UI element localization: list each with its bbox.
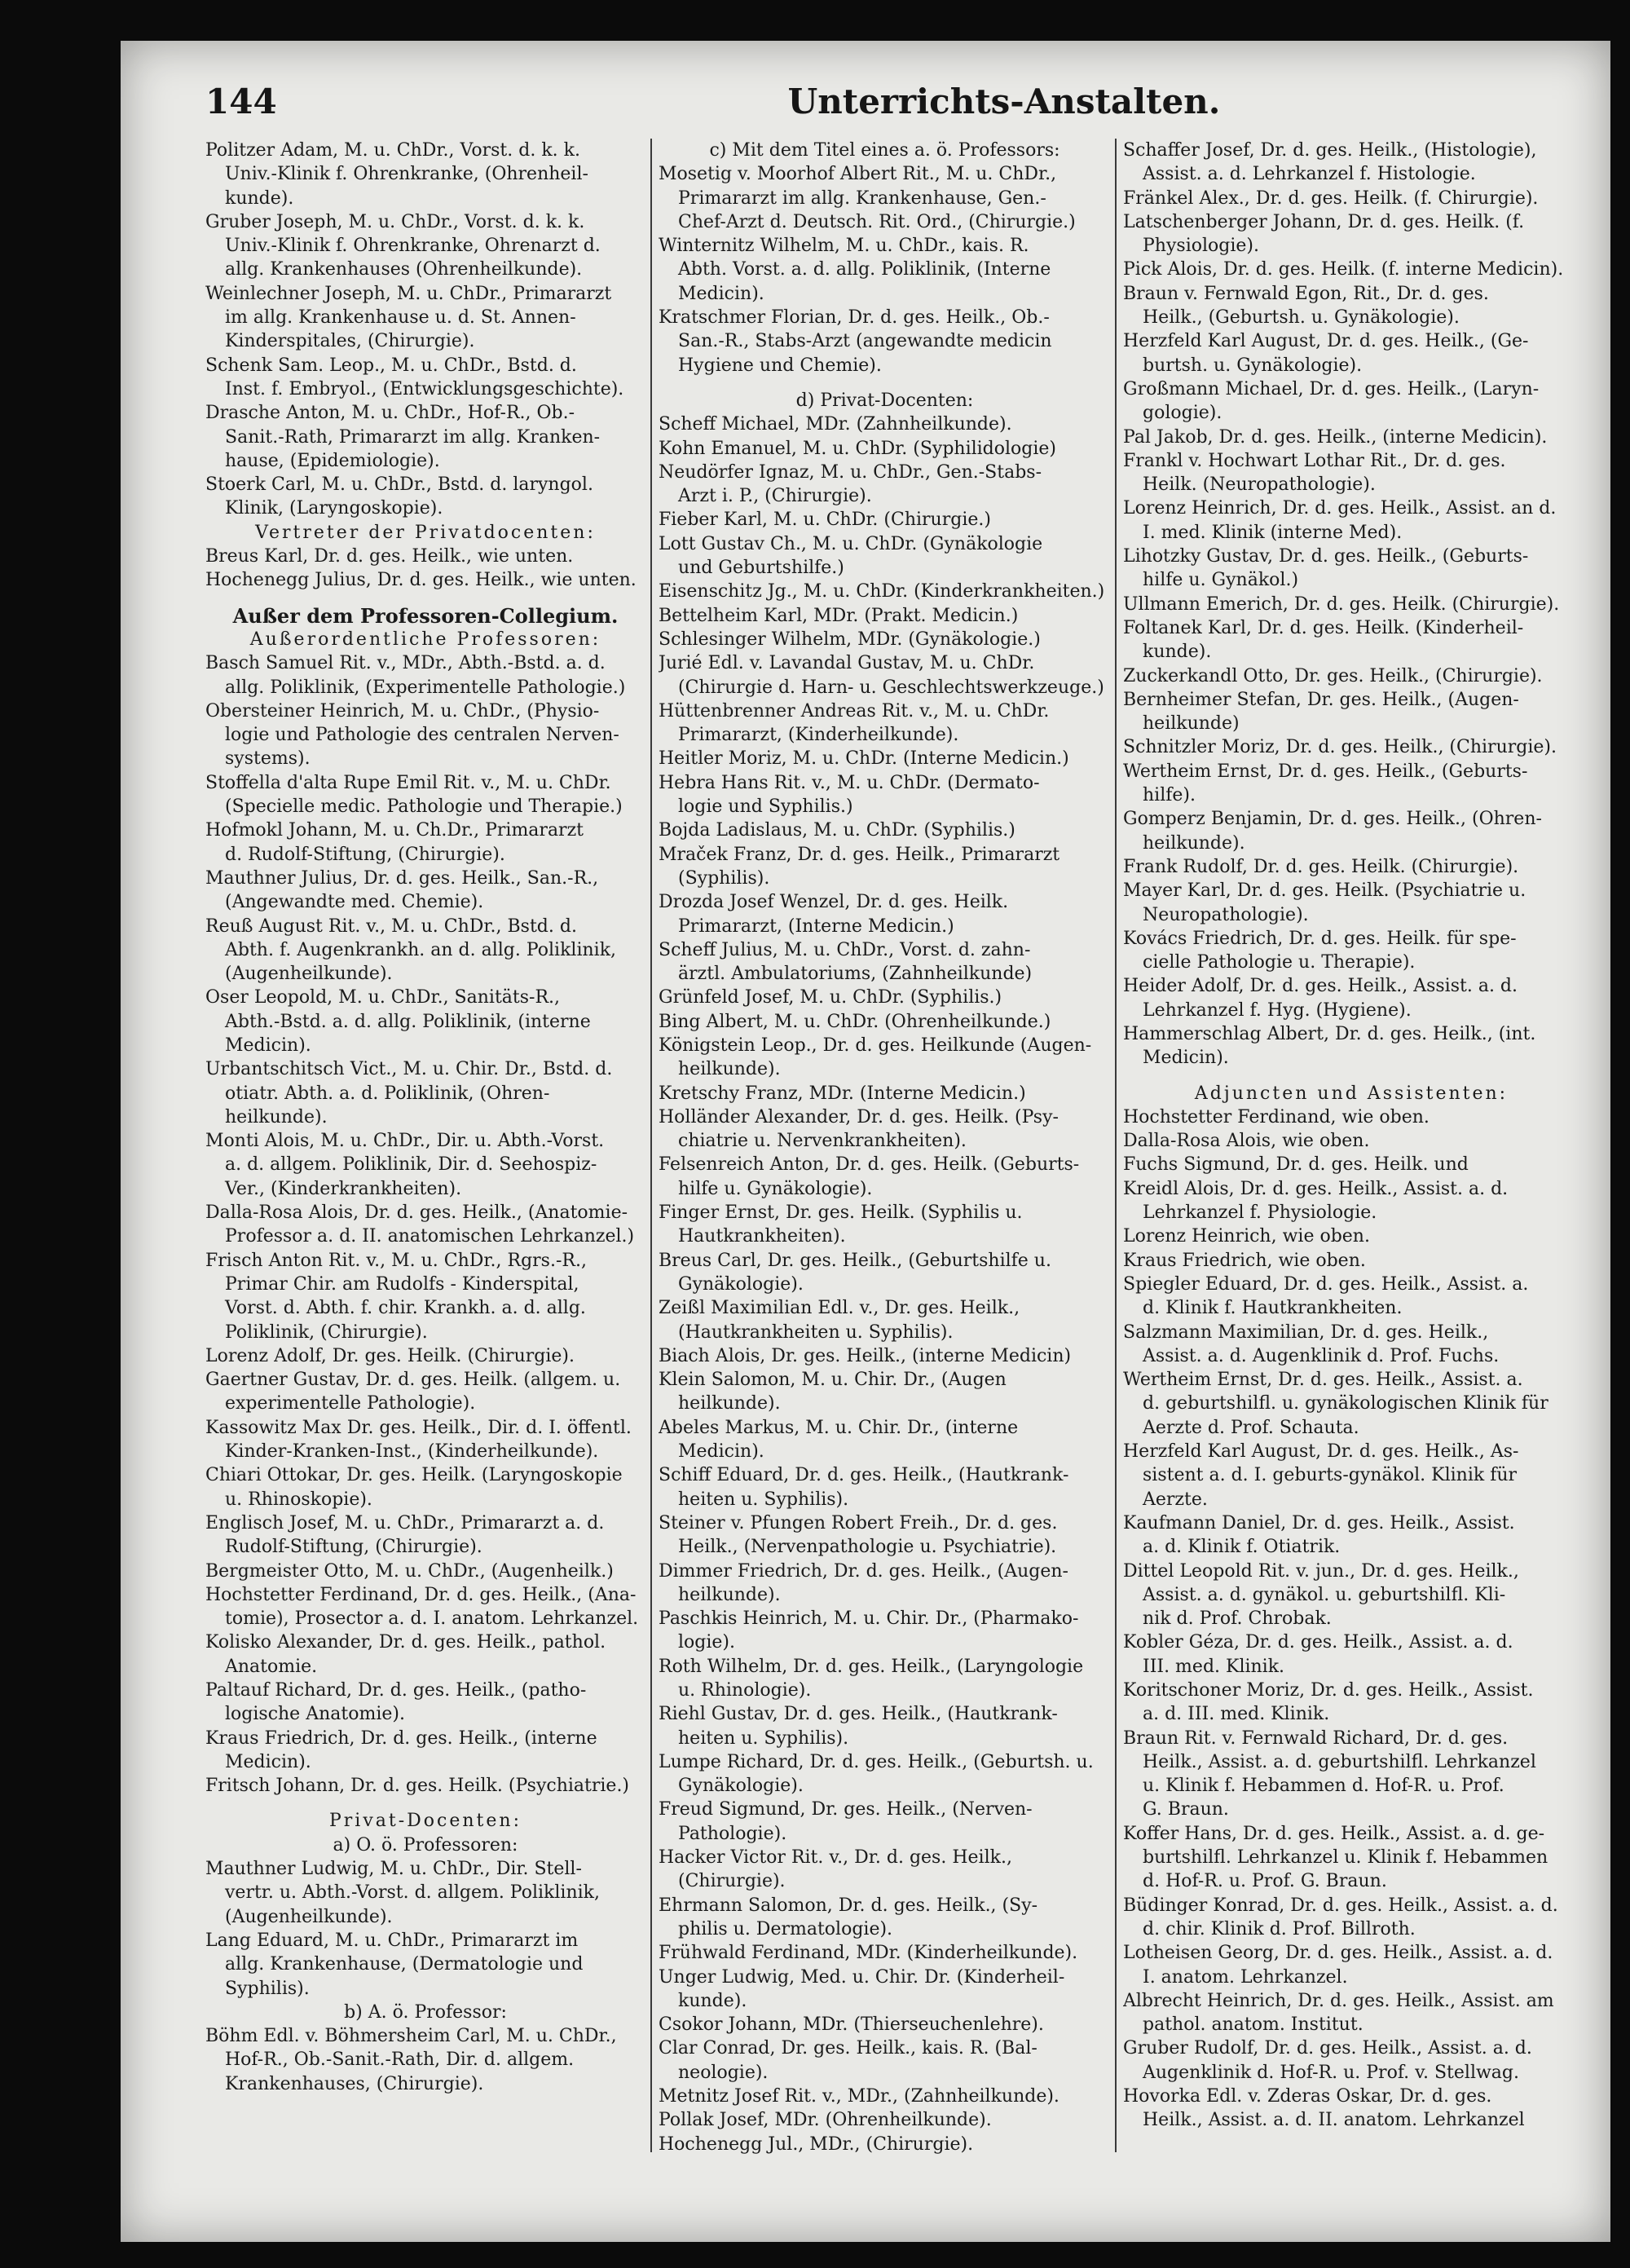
text-line: kunde). [225, 188, 294, 209]
text-line: und Geburtshilfe.) [678, 558, 844, 579]
spacer [205, 593, 645, 604]
text-line: Großmann Michael, Dr. d. ges. Heilk., (Laryn- [1123, 378, 1540, 399]
text-line: Univ.-Klinik f. Ohrenkranke, (Ohrenheil- [225, 164, 588, 185]
text-line: Arzt i. P., (Chirurgie). [678, 486, 872, 507]
text-line: (Specielle medic. Pathologie und Therapie.) [225, 796, 623, 818]
text-line: Neudörfer Ignaz, M. u. ChDr., Gen.-Stabs- [659, 461, 1042, 483]
text-line: burtsh. u. Gynäkologie). [1143, 355, 1363, 376]
text-line: Kratschmer Florian, Dr. d. ges. Heilk., Ob.- [659, 307, 1050, 329]
text-line: Hofmokl Johann, M. u. Ch.Dr., Primararzt [205, 820, 584, 841]
text-line: Medicin). [225, 1751, 311, 1772]
text-line: heilkunde). [678, 1584, 781, 1605]
text-line: Primararzt, (Kinderheilkunde). [678, 725, 959, 746]
text-line: Englisch Josef, M. u. ChDr., Primararzt a. d. [205, 1512, 605, 1533]
text-line: Scheff Michael, MDr. (Zahnheilkunde). [659, 414, 1012, 435]
text-line: Kraus Friedrich, Dr. d. ges. Heilk., (interne [205, 1727, 597, 1749]
text-line: allg. Krankenhauses (Ohrenheilkunde). [225, 259, 583, 280]
text-line: Schlesinger Wilhelm, MDr. (Gynäkologie.) [659, 629, 1041, 650]
text-line: Dimmer Friedrich, Dr. d. ges. Heilk., (Augen- [659, 1560, 1068, 1582]
text-line: u. Rhinoskopie). [225, 1489, 372, 1510]
text-line: Kassowitz Max Dr. ges. Heilk., Dir. d. I. öffentl. [205, 1417, 632, 1438]
text-line: Lehrkanzel f. Physiologie. [1143, 1202, 1377, 1224]
text-line: logie und Syphilis.) [678, 796, 853, 818]
text-line: Fritsch Johann, Dr. d. ges. Heilk. (Psychiatrie.) [205, 1776, 630, 1797]
spacer [1123, 1070, 1579, 1082]
text-line: Zuckerkandl Otto, Dr. ges. Heilk., (Chirurgie). [1123, 665, 1543, 686]
text-line: a. d. allgem. Poliklinik, Dir. d. Seehospiz- [225, 1154, 597, 1176]
text-line: Hygiene und Chemie). [678, 355, 882, 376]
text-line: Assist. a. d. Augenklinik d. Prof. Fuchs. [1143, 1345, 1500, 1366]
text-line: Bettelheim Karl, MDr. (Prakt. Medicin.) [659, 605, 1019, 626]
text-line: Gruber Joseph, M. u. ChDr., Vorst. d. k. k. [205, 211, 585, 232]
text-line: Grünfeld Josef, M. u. ChDr. (Syphilis.) [659, 987, 1002, 1008]
text-line: allg. Krankenhause, (Dermatologie und [225, 1954, 584, 1975]
text-line: Basch Samuel Rit. v., MDr., Abth.-Bstd. a. d. [205, 653, 606, 674]
text-line: Frisch Anton Rit. v., M. u. ChDr., Rgrs.-R., [205, 1250, 587, 1271]
text-line: Kolisko Alexander, Dr. d. ges. Heilk., pathol. [205, 1632, 606, 1653]
text-line: Schaffer Josef, Dr. d. ges. Heilk., (Histologie), [1123, 140, 1537, 161]
text-line: d. Rudolf-Stiftung, (Chirurgie). [225, 844, 505, 865]
text-line: Latschenberger Johann, Dr. d. ges. Heilk. (f. [1123, 211, 1525, 232]
text-line: Paltauf Richard, Dr. d. ges. Heilk., (patho- [205, 1680, 587, 1701]
text-line: Braun Rit. v. Fernwald Richard, Dr. d. ges. [1123, 1727, 1509, 1749]
text-line: allg. Poliklinik, (Experimentelle Pathologie.) [225, 677, 626, 698]
text-line: Heilk. (Neuropathologie). [1143, 474, 1376, 496]
text-line: Bojda Ladislaus, M. u. ChDr. (Syphilis.) [659, 820, 1015, 841]
text-line: Csokor Johann, MDr. (Thierseuchenlehre). [659, 2014, 1044, 2036]
text-line: Scheff Julius, M. u. ChDr., Vorst. d. zahn- [659, 939, 1031, 960]
text-line: Lumpe Richard, Dr. d. ges. Heilk., (Geburtsh. u. [659, 1751, 1094, 1772]
text-line: Bergmeister Otto, M. u. ChDr., (Augenheilk.) [205, 1560, 614, 1582]
text-line: Assist. a. d. gynäkol. u. geburtshilfl. Kli- [1143, 1584, 1506, 1605]
text-line: Physiologie). [1143, 236, 1259, 257]
text-line: Anatomie. [225, 1656, 318, 1677]
text-line: Salzmann Maximilian, Dr. d. ges. Heilk., [1123, 1322, 1489, 1343]
text-line: (Augenheilkunde). [225, 1906, 393, 1927]
text-line: Böhm Edl. v. Böhmersheim Carl, M. u. ChDr., [205, 2026, 617, 2047]
text-line: Abth.-Bstd. a. d. allg. Poliklinik, (interne [225, 1011, 591, 1032]
text-line: a. d. III. med. Klinik. [1143, 1704, 1330, 1725]
text-line: Primararzt im allg. Krankenhause, Gen.- [678, 188, 1046, 209]
text-line: Chef-Arzt d. Deutsch. Rit. Ord., (Chirurgie.) [678, 211, 1076, 232]
text-line: Heitler Moriz, M. u. ChDr. (Interne Medicin.) [659, 748, 1069, 770]
text-line: a. d. Klinik f. Otiatrik. [1143, 1537, 1341, 1558]
text-line: Schiff Eduard, Dr. d. ges. Heilk., (Hautkrank- [659, 1465, 1069, 1486]
text-line: Assist. a. d. Lehrkanzel f. Histologie. [1143, 164, 1476, 185]
text-line: Frankl v. Hochwart Lothar Rit., Dr. d. ges. [1123, 450, 1506, 471]
text-line: Unger Ludwig, Med. u. Chir. Dr. (Kinderheil- [659, 1966, 1065, 1988]
text-line: Kaufmann Daniel, Dr. d. ges. Heilk., Assist. [1123, 1512, 1515, 1533]
text-line: Kinder-Kranken-Inst., (Kinderheilkunde). [225, 1441, 599, 1463]
text-line: Roth Wilhelm, Dr. d. ges. Heilk., (Laryngologie [659, 1656, 1084, 1677]
text-line: tomie), Prosector a. d. I. anatom. Lehrkanzel. [225, 1608, 639, 1630]
text-line: Riehl Gustav, Dr. d. ges. Heilk., (Hautkrank- [659, 1704, 1058, 1725]
text-column-3 [1123, 139, 1579, 2209]
text-line: d. Klinik f. Hautkrankheiten. [1143, 1298, 1403, 1319]
text-line: Fränkel Alex., Dr. d. ges. Heilk. (f. Chirurgie). [1123, 188, 1539, 209]
text-line: (Syphilis). [678, 867, 770, 889]
text-line: Pal Jakob, Dr. d. ges. Heilk., (interne Medicin). [1123, 426, 1548, 448]
text-line: Augenklinik d. Hof-R. u. Prof. v. Stellwag. [1143, 2062, 1519, 2083]
text-line: logie). [678, 1632, 735, 1653]
text-line: heilkunde). [225, 1106, 328, 1127]
text-line: Pick Alois, Dr. d. ges. Heilk. (f. interne Medicin). [1123, 259, 1564, 280]
column-rule [1115, 139, 1117, 2152]
text-line: Ver., (Kinderkrankheiten). [225, 1178, 462, 1199]
text-line: otiatr. Abth. a. d. Poliklinik, (Ohren- [225, 1083, 550, 1104]
text-line: Hovorka Edl. v. Zderas Oskar, Dr. d. ges. [1123, 2086, 1492, 2107]
text-line: (Hautkrankheiten u. Syphilis). [678, 1322, 954, 1343]
text-line: Lang Eduard, M. u. ChDr., Primararzt im [205, 1930, 579, 1951]
text-line: Breus Carl, Dr. ges. Heilk., (Geburtshilfe u. [659, 1250, 1051, 1271]
text-line: Obersteiner Heinrich, M. u. ChDr., (Physio- [205, 700, 600, 721]
text-line: a) O. ö. Professoren: [333, 1834, 518, 1855]
text-line: Dalla-Rosa Alois, Dr. d. ges. Heilk., (Anatomie- [205, 1202, 628, 1224]
text-line: Abth. Vorst. a. d. allg. Poliklinik, (Interne [678, 259, 1051, 280]
text-line: Heilk., Assist. a. d. II. anatom. Lehrkanzel [1143, 2110, 1525, 2131]
text-line: Sanit.-Rath, Primararzt im allg. Kranken- [225, 426, 601, 448]
text-line: Wertheim Ernst, Dr. d. ges. Heilk., Assist. a. [1123, 1370, 1523, 1391]
text-line: Adjuncten und Assistenten: [1194, 1083, 1509, 1104]
text-line: Pathologie). [678, 1823, 787, 1844]
text-line: Mauthner Ludwig, M. u. ChDr., Dir. Stell- [205, 1859, 582, 1880]
text-line: Außerordentliche Professoren: [249, 629, 601, 650]
text-line: Foltanek Karl, Dr. d. ges. Heilk. (Kinderheil- [1123, 617, 1524, 638]
text-line: Fieber Karl, M. u. ChDr. (Chirurgie.) [659, 510, 991, 531]
text-line: Holländer Alexander, Dr. d. ges. Heilk. (Psy- [659, 1106, 1059, 1127]
text-line: Oser Leopold, M. u. ChDr., Sanitäts-R., [205, 987, 561, 1008]
text-column-1 [205, 139, 645, 2209]
text-line: Dittel Leopold Rit. v. jun., Dr. d. ges. Heilk., [1123, 1560, 1519, 1582]
text-line: Heilk., (Nervenpathologie u. Psychiatrie). [678, 1537, 1057, 1558]
text-line: Ehrmann Salomon, Dr. d. ges. Heilk., (Sy- [659, 1895, 1038, 1916]
text-line: c) Mit dem Titel eines a. ö. Professors: [709, 140, 1060, 161]
text-line: Drozda Josef Wenzel, Dr. d. ges. Heilk. [659, 892, 1009, 913]
text-line: Herzfeld Karl August, Dr. d. ges. Heilk., As- [1123, 1441, 1519, 1463]
spacer [205, 1798, 645, 1809]
text-line: kunde). [678, 1990, 747, 2011]
text-line: hilfe u. Gynäkol.) [1143, 570, 1299, 591]
text-line: Professor a. d. II. anatomischen Lehrkanzel.) [225, 1226, 635, 1247]
text-line: neologie). [678, 2062, 769, 2083]
text-line: Syphilis). [225, 1978, 310, 1999]
text-line: Lorenz Adolf, Dr. ges. Heilk. (Chirurgie). [205, 1345, 575, 1366]
text-line: Biach Alois, Dr. ges. Heilk., (interne Medicin) [659, 1345, 1072, 1366]
text-line: Stoerk Carl, M. u. ChDr., Bstd. d. laryngol. [205, 474, 593, 496]
text-line: Privat-Docenten: [328, 1811, 522, 1832]
text-line: Spiegler Eduard, Dr. d. ges. Heilk., Assist. a. [1123, 1273, 1529, 1295]
text-line: experimentelle Pathologie). [225, 1393, 476, 1414]
text-line: b) A. ö. Professor: [344, 2001, 507, 2023]
text-line: Schnitzler Moriz, Dr. d. ges. Heilk., (Chirurgie). [1123, 737, 1557, 758]
text-line: philis u. Dermatologie). [678, 1918, 893, 1939]
text-line: Heider Adolf, Dr. d. ges. Heilk., Assist. a. d. [1123, 976, 1518, 997]
text-line: Vorst. d. Abth. f. chir. Krankh. a. d. allg. [225, 1298, 586, 1319]
text-line: Weinlechner Joseph, M. u. ChDr., Primararzt [205, 283, 612, 304]
text-line: Hochenegg Julius, Dr. d. ges. Heilk., wie unten. [205, 570, 637, 591]
text-line: Mosetig v. Moorhof Albert Rit., M. u. ChDr., [659, 164, 1057, 185]
text-line: hilfe u. Gynäkologie). [678, 1178, 873, 1199]
text-line: Frank Rudolf, Dr. d. ges. Heilk. (Chirurgie). [1123, 856, 1519, 877]
text-line: Hochstetter Ferdinand, wie oben. [1123, 1106, 1430, 1127]
text-line: Kretschy Franz, MDr. (Interne Medicin.) [659, 1083, 1026, 1104]
text-line: Hacker Victor Rit. v., Dr. d. ges. Heilk., [659, 1847, 1012, 1869]
text-line: Jurié Edl. v. Lavandal Gustav, M. u. ChDr. [659, 653, 1035, 674]
text-line: Schenk Sam. Leop., M. u. ChDr., Bstd. d. [205, 355, 577, 376]
text-line: Klinik, (Laryngoskopie). [225, 498, 443, 519]
text-line: Fuchs Sigmund, Dr. d. ges. Heilk. und [1123, 1154, 1469, 1176]
text-line: Königstein Leop., Dr. d. ges. Heilkunde (Augen- [659, 1035, 1092, 1056]
text-line: pathol. anatom. Institut. [1143, 2014, 1363, 2036]
text-line: kunde). [1143, 642, 1212, 663]
text-line: heiten u. Syphilis). [678, 1727, 849, 1749]
text-column-2 [659, 139, 1111, 2209]
text-line: Gynäkologie). [678, 1273, 804, 1295]
text-line: Aerzte. [1143, 1489, 1208, 1510]
text-line: Aerzte d. Prof. Schauta. [1143, 1417, 1359, 1438]
text-line: Hüttenbrenner Andreas Rit. v., M. u. ChDr. [659, 700, 1050, 721]
text-line: heiten u. Syphilis). [678, 1489, 849, 1510]
text-line: Hochstetter Ferdinand, Dr. d. ges. Heilk., (Ana- [205, 1584, 637, 1605]
text-line: Krankenhauses, (Chirurgie). [225, 2073, 484, 2094]
text-line: logie und Pathologie des centralen Nerven- [225, 725, 619, 746]
page-number: 144 [205, 82, 277, 121]
text-line: Frühwald Ferdinand, MDr. (Kinderheilkunde). [659, 1943, 1078, 1964]
text-line: Gynäkologie). [678, 1776, 804, 1797]
text-line: Lorenz Heinrich, Dr. d. ges. Heilk., Assist. an d. [1123, 498, 1557, 519]
text-line: Bernheimer Stefan, Dr. ges. Heilk., (Augen- [1123, 689, 1519, 710]
text-line: Monti Alois, M. u. ChDr., Dir. u. Abth.-Vorst. [205, 1131, 605, 1152]
text-line: ärztl. Ambulatoriums, (Zahnheilkunde) [678, 964, 1033, 985]
text-line: Inst. f. Embryol., (Entwicklungsgeschichte). [225, 378, 624, 399]
text-line: Hof-R., Ob.-Sanit.-Rath, Dir. d. allgem. [225, 2050, 575, 2071]
text-line: Metnitz Josef Rit. v., MDr., (Zahnheilkunde). [659, 2086, 1060, 2107]
text-line: Zeißl Maximilian Edl. v., Dr. ges. Heilk., [659, 1298, 1020, 1319]
text-line: Kreidl Alois, Dr. d. ges. Heilk., Assist. a. d. [1123, 1178, 1509, 1199]
text-line: Breus Karl, Dr. d. ges. Heilk., wie unten. [205, 546, 574, 567]
text-line: Chiari Ottokar, Dr. ges. Heilk. (Laryngoskopie [205, 1465, 623, 1486]
text-line: chiatrie u. Nervenkrankheiten). [678, 1131, 967, 1152]
text-line: d. chir. Klinik d. Prof. Billroth. [1143, 1918, 1416, 1939]
text-line: (Angewandte med. Chemie). [225, 892, 484, 913]
text-line: Neuropathologie). [1143, 904, 1309, 925]
text-line: u. Rhinologie). [678, 1680, 812, 1701]
text-line: Primar Chir. am Rudolfs - Kinderspital, [225, 1273, 579, 1295]
page-header [205, 82, 1583, 130]
text-line: G. Braun. [1143, 1799, 1229, 1820]
text-line: Wertheim Ernst, Dr. d. ges. Heilk., (Geburts- [1123, 761, 1528, 782]
text-line: Eisenschitz Jg., M. u. ChDr. (Kinderkrankheiten.) [659, 581, 1105, 602]
text-line: (Augenheilkunde). [225, 964, 393, 985]
text-line: u. Klinik f. Hebammen d. Hof-R. u. Prof. [1143, 1776, 1504, 1797]
text-line: Gomperz Benjamin, Dr. d. ges. Heilk., (Ohren- [1123, 809, 1542, 830]
text-line: Dalla-Rosa Alois, wie oben. [1123, 1131, 1370, 1152]
text-line: Stoffella d'alta Rupe Emil Rit. v., M. u. ChDr. [205, 772, 611, 793]
text-line: San.-R., Stabs-Arzt (angewandte medicin [678, 331, 1052, 352]
text-line: Kohn Emanuel, M. u. ChDr. (Syphilidologie) [659, 438, 1057, 459]
text-line: Lorenz Heinrich, wie oben. [1123, 1226, 1370, 1247]
text-line: Ullmann Emerich, Dr. d. ges. Heilk. (Chirurgie). [1123, 593, 1560, 615]
text-line: heilkunde). [1143, 832, 1245, 854]
text-line: Steiner v. Pfungen Robert Freih., Dr. d. ges. [659, 1512, 1058, 1533]
text-line: heilkunde) [1143, 713, 1240, 735]
text-line: Primararzt, (Interne Medicin.) [678, 916, 954, 937]
text-line: (Chirurgie d. Harn- u. Geschlechtswerkzeuge.) [678, 677, 1104, 698]
text-line: d) Privat-Docenten: [795, 390, 974, 411]
text-line: Lihotzky Gustav, Dr. d. ges. Heilk., (Geburts- [1123, 546, 1529, 567]
text-line: Hammerschlag Albert, Dr. d. ges. Heilk., (int. [1123, 1023, 1536, 1044]
text-line: systems). [225, 748, 311, 770]
text-line: Gruber Rudolf, Dr. d. ges. Heilk., Assist. a. d. [1123, 2038, 1532, 2059]
text-line: Klein Salomon, M. u. Chir. Dr., (Augen [659, 1370, 1007, 1391]
text-line: Poliklinik, (Chirurgie). [225, 1322, 428, 1343]
text-line: Medicin). [678, 283, 764, 304]
text-line: Abth. f. Augenkrankh. an d. allg. Poliklinik, [225, 939, 617, 960]
text-line: Felsenreich Anton, Dr. d. ges. Heilk. (Geburts- [659, 1154, 1080, 1176]
text-line: Kobler Géza, Dr. d. ges. Heilk., Assist. a. d. [1123, 1632, 1513, 1653]
text-line: Finger Ernst, Dr. ges. Heilk. (Syphilis u. [659, 1202, 1023, 1224]
text-line: Abeles Markus, M. u. Chir. Dr., (interne [659, 1417, 1019, 1438]
text-line: Freud Sigmund, Dr. ges. Heilk., (Nerven- [659, 1799, 1033, 1820]
text-line: Lott Gustav Ch., M. u. ChDr. (Gynäkologie [659, 533, 1043, 554]
text-line: Reuß August Rit. v., M. u. ChDr., Bstd. d. [205, 916, 577, 937]
text-line: Clar Conrad, Dr. ges. Heilk., kais. R. (Bal- [659, 2038, 1037, 2059]
text-line: Politzer Adam, M. u. ChDr., Vorst. d. k. k. [205, 140, 580, 161]
text-line: Lotheisen Georg, Dr. d. ges. Heilk., Assist. a. d. [1123, 1943, 1553, 1964]
text-line: vertr. u. Abth.-Vorst. d. allgem. Poliklinik, [225, 1882, 600, 1904]
column-rule [650, 139, 652, 2152]
text-line: Büdinger Konrad, Dr. d. ges. Heilk., Assist. a. d. [1123, 1895, 1558, 1916]
text-line: Univ.-Klinik f. Ohrenkranke, Ohrenarzt d. [225, 236, 601, 257]
text-line: Heilk., Assist. a. d. geburtshilfl. Lehrkanzel [1143, 1751, 1536, 1772]
text-line: hilfe). [1143, 785, 1196, 806]
text-line: Außer dem Professoren-Collegium. [232, 603, 619, 628]
text-line: hause, (Epidemiologie). [225, 450, 440, 471]
text-line: Hochenegg Jul., MDr., (Chirurgie). [659, 2133, 974, 2155]
text-line: I. med. Klinik (interne Med). [1143, 522, 1403, 543]
text-line: Pollak Josef, MDr. (Ohrenheilkunde). [659, 2110, 992, 2131]
text-line: sistent a. d. I. geburts-gynäkol. Klinik für [1143, 1465, 1518, 1486]
text-line: Hautkrankheiten). [678, 1226, 846, 1247]
text-line: (Chirurgie). [678, 1871, 786, 1892]
text-line: Kovács Friedrich, Dr. d. ges. Heilk. für spe- [1123, 928, 1517, 949]
text-line: d. Hof-R. u. Prof. G. Braun. [1143, 1871, 1387, 1892]
text-line: nik d. Prof. Chrobak. [1143, 1608, 1332, 1630]
text-line: gologie). [1143, 403, 1222, 424]
text-line: Herzfeld Karl August, Dr. d. ges. Heilk., (Ge- [1123, 331, 1529, 352]
text-line: Kraus Friedrich, wie oben. [1123, 1250, 1366, 1271]
text-line: Lehrkanzel f. Hyg. (Hygiene). [1143, 999, 1412, 1021]
text-line: Medicin). [678, 1441, 764, 1463]
text-line: Koffer Hans, Dr. d. ges. Heilk., Assist. a. d. ge- [1123, 1823, 1545, 1844]
text-line: Vertreter der Privatdocenten: [255, 522, 596, 543]
text-line: Urbantschitsch Vict., M. u. Chir. Dr., Bstd. d. [205, 1059, 613, 1080]
text-line: heilkunde). [678, 1059, 781, 1080]
text-line: Mayer Karl, Dr. d. ges. Heilk. (Psychiatrie u. [1123, 880, 1526, 902]
text-line: Braun v. Fernwald Egon, Rit., Dr. d. ges. [1123, 283, 1489, 304]
text-line: Paschkis Heinrich, M. u. Chir. Dr., (Pharmako- [659, 1608, 1079, 1630]
text-line: d. geburtshilfl. u. gynäkologischen Klinik für [1143, 1393, 1548, 1414]
text-line: Winternitz Wilhelm, M. u. ChDr., kais. R. [659, 236, 1029, 257]
text-line: burtshilfl. Lehrkanzel u. Klinik f. Hebammen [1143, 1847, 1548, 1869]
text-line: heilkunde). [678, 1393, 781, 1414]
text-line: Mauthner Julius, Dr. d. ges. Heilk., San.-R., [205, 867, 599, 889]
text-line: Medicin). [225, 1035, 311, 1056]
text-line: Kinderspitales, (Chirurgie). [225, 331, 475, 352]
text-line: Rudolf-Stiftung, (Chirurgie). [225, 1537, 482, 1558]
text-line: Mraček Franz, Dr. d. ges. Heilk., Primararzt [659, 844, 1060, 865]
text-line: Medicin). [1143, 1048, 1229, 1069]
spacer [659, 377, 1111, 389]
text-line: cielle Pathologie u. Therapie). [1143, 952, 1416, 973]
text-line: Albrecht Heinrich, Dr. d. ges. Heilk., Assist. am [1123, 1990, 1554, 2011]
text-line: im allg. Krankenhause u. d. St. Annen- [225, 307, 576, 329]
text-line: Heilk., (Geburtsh. u. Gynäkologie). [1143, 307, 1460, 329]
text-line: Hebra Hans Rit. v., M. u. ChDr. (Dermato- [659, 772, 1040, 793]
running-title: Unterrichts-Anstalten. [787, 82, 1221, 121]
text-line: logische Anatomie). [225, 1704, 405, 1725]
text-line: III. med. Klinik. [1143, 1656, 1285, 1677]
text-line: Bing Albert, M. u. ChDr. (Ohrenheilkunde.) [659, 1011, 1051, 1032]
text-line: Drasche Anton, M. u. ChDr., Hof-R., Ob.- [205, 403, 575, 424]
text-line: Gaertner Gustav, Dr. d. ges. Heilk. (allgem. u. [205, 1370, 621, 1391]
text-line: Koritschoner Moriz, Dr. d. ges. Heilk., Assist. [1123, 1680, 1534, 1701]
text-line: I. anatom. Lehrkanzel. [1143, 1966, 1348, 1988]
